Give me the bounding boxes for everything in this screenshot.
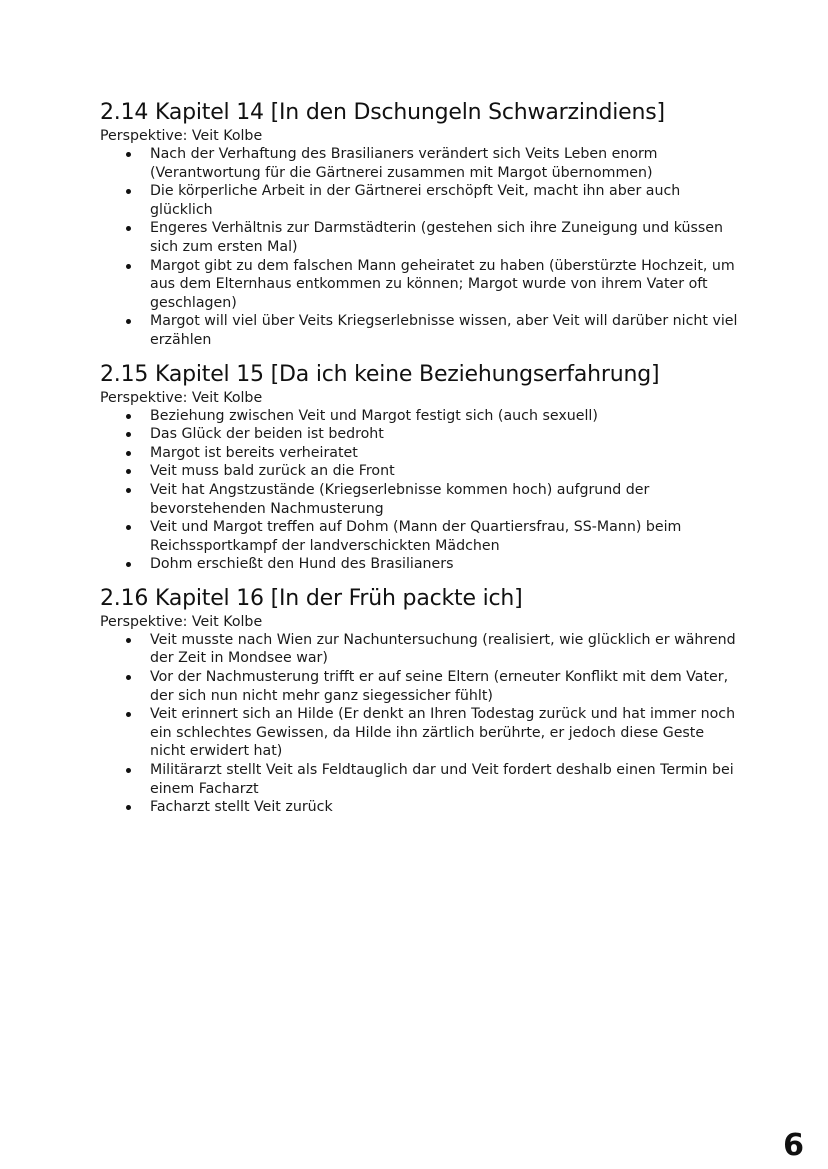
list-item: Margot gibt zu dem falschen Mann geheiratet zu haben (überstürzte Hochzeit, um aus dem Elternhaus entkommen zu können; Margot wurde von ihrem Vater oft geschlagen) [150, 257, 740, 313]
list-item: Veit und Margot treffen auf Dohm (Mann der Quartiersfrau, SS-Mann) beim Reichssportkampf der landverschickten Mädchen [150, 518, 740, 555]
list-item: Veit muss bald zurück an die Front [150, 462, 740, 481]
chapter-section-14 [100, 98, 740, 350]
list-item: Facharzt stellt Veit zurück [150, 798, 740, 817]
perspective-label: Perspektive: Veit Kolbe [100, 389, 263, 406]
list-item: Engeres Verhältnis zur Darmstädterin (gestehen sich ihre Zuneigung und küssen sich zum ersten Mal) [150, 219, 740, 256]
chapter-heading: 2.15 Kapitel 15 [Da ich keine Beziehungserfahrung] [100, 361, 660, 387]
perspective-label: Perspektive: Veit Kolbe [100, 613, 263, 630]
bullet-list [100, 631, 740, 817]
list-item: Die körperliche Arbeit in der Gärtnerei erschöpft Veit, macht ihn aber auch glücklich [150, 182, 740, 219]
chapter-section-15 [100, 360, 740, 574]
list-item: Margot will viel über Veits Kriegserlebnisse wissen, aber Veit will darüber nicht viel erzählen [150, 312, 740, 349]
list-item: Veit musste nach Wien zur Nachuntersuchung (realisiert, wie glücklich er während der Zeit in Mondsee war) [150, 631, 740, 668]
list-item: Beziehung zwischen Veit und Margot festigt sich (auch sexuell) [150, 407, 740, 426]
list-item: Veit hat Angstzustände (Kriegserlebnisse kommen hoch) aufgrund der bevorstehenden Nachmusterung [150, 481, 740, 518]
list-item: Nach der Verhaftung des Brasilianers verändert sich Veits Leben enorm (Verantwortung für die Gärtnerei zusammen mit Margot übernommen) [150, 145, 740, 182]
chapter-section-16 [100, 584, 740, 817]
perspective-label: Perspektive: Veit Kolbe [100, 128, 263, 144]
document-page [100, 98, 740, 827]
chapter-heading: 2.16 Kapitel 16 [In der Früh packte ich] [100, 585, 523, 611]
chapter-heading: 2.14 Kapitel 14 [In den Dschungeln Schwarzindiens] [100, 100, 665, 125]
bullet-list [100, 407, 740, 574]
page-number: 6 [783, 1128, 804, 1163]
list-item: Margot ist bereits verheiratet [150, 444, 740, 463]
list-item: Vor der Nachmusterung trifft er auf seine Eltern (erneuter Konflikt mit dem Vater, der sich nun nicht mehr ganz siegessicher fühlt) [150, 668, 740, 705]
list-item: Das Glück der beiden ist bedroht [150, 425, 740, 444]
list-item: Veit erinnert sich an Hilde (Er denkt an Ihren Todestag zurück und hat immer noch ein schlechtes Gewissen, da Hilde ihn zärtlich berührte, er jedoch diese Geste nicht erwidert hat) [150, 705, 740, 761]
bullet-list [100, 145, 740, 350]
list-item: Militärarzt stellt Veit als Feldtauglich dar und Veit fordert deshalb einen Termin bei einem Facharzt [150, 761, 740, 798]
list-item: Dohm erschießt den Hund des Brasilianers [150, 555, 740, 574]
